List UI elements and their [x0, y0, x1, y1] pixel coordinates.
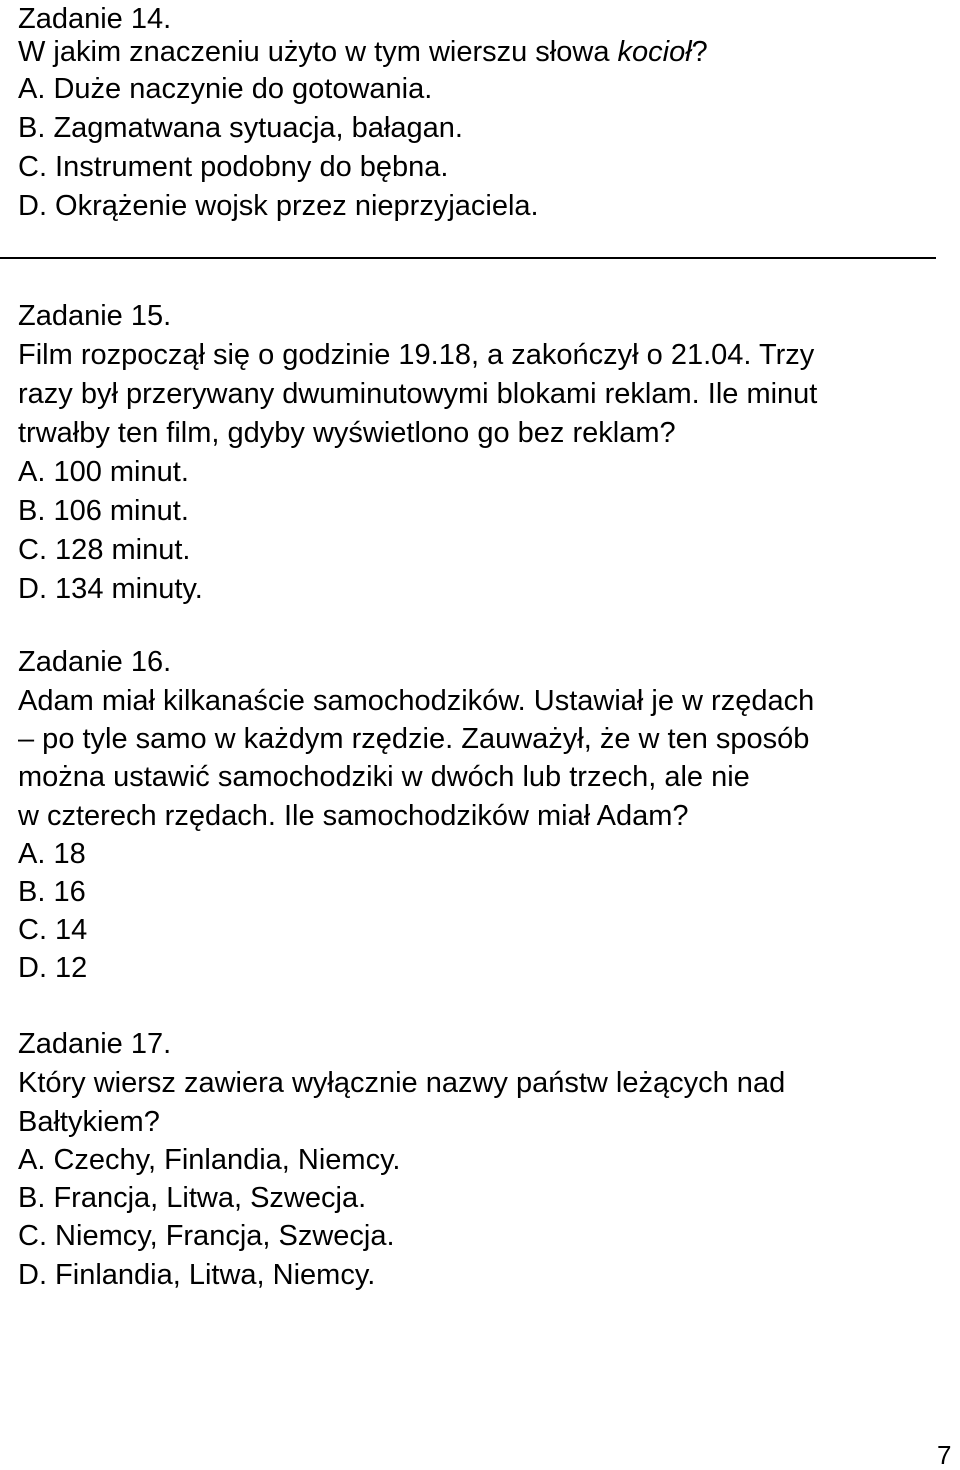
task-17-option-a: A. Czechy, Finlandia, Niemcy.: [18, 1144, 401, 1176]
page-number: 7: [937, 1440, 952, 1470]
task-14-question: [18, 33, 708, 71]
task-15-question-line-2: razy był przerywany dwuminutowymi blokami reklam. Ile minut: [18, 378, 818, 410]
task-16-question-line-3: można ustawić samochodziki w dwóch lub trzech, ale nie: [18, 761, 750, 793]
task-14-question-text: W jakim znaczeniu użyto w tym wierszu słowa: [18, 36, 618, 68]
task-16-option-b: B. 16: [18, 876, 86, 908]
task-16-question-line-4: w czterech rzędach. Ile samochodzików miał Adam?: [18, 800, 689, 832]
task-14-option-d: D. Okrążenie wojsk przez nieprzyjaciela.: [18, 190, 539, 222]
task-16-question-line-2: – po tyle samo w każdym rzędzie. Zauważył, że w ten sposób: [18, 723, 810, 755]
task-17-title: Zadanie 17.: [18, 1028, 172, 1060]
task-14-option-a: A. Duże naczynie do gotowania.: [18, 73, 433, 105]
task-15-option-a: A. 100 minut.: [18, 456, 189, 488]
task-14-title: Zadanie 14.: [18, 3, 172, 35]
answer-line: [0, 257, 936, 259]
task-17-option-d: D. Finlandia, Litwa, Niemcy.: [18, 1259, 376, 1291]
task-16-question-line-1: Adam miał kilkanaście samochodzików. Ustawiał je w rzędach: [18, 685, 815, 717]
task-15-option-c: C. 128 minut.: [18, 534, 191, 566]
task-14-option-b: B. Zagmatwana sytuacja, bałagan.: [18, 112, 463, 144]
task-15-option-b: B. 106 minut.: [18, 495, 189, 527]
task-15-question-line-1: Film rozpoczął się o godzinie 19.18, a zakończył o 21.04. Trzy: [18, 339, 815, 371]
task-15-option-d: D. 134 minuty.: [18, 573, 203, 605]
task-16-title: Zadanie 16.: [18, 646, 172, 678]
task-16-option-a: A. 18: [18, 838, 86, 870]
task-17-question-line-1: Który wiersz zawiera wyłącznie nazwy państw leżących nad: [18, 1067, 786, 1099]
task-14-question-mark: ?: [691, 36, 708, 68]
task-16-option-d: D. 12: [18, 952, 88, 984]
task-17-question-line-2: Bałtykiem?: [18, 1106, 160, 1138]
task-15-question-line-3: trwałby ten film, gdyby wyświetlono go bez reklam?: [18, 417, 676, 449]
task-14-question-keyword: kocioł: [617, 36, 692, 68]
task-15-title: Zadanie 15.: [18, 300, 172, 332]
task-16-option-c: C. 14: [18, 914, 88, 946]
task-17-option-b: B. Francja, Litwa, Szwecja.: [18, 1182, 367, 1214]
task-14-option-c: C. Instrument podobny do bębna.: [18, 151, 449, 183]
task-17-option-c: C. Niemcy, Francja, Szwecja.: [18, 1220, 395, 1252]
